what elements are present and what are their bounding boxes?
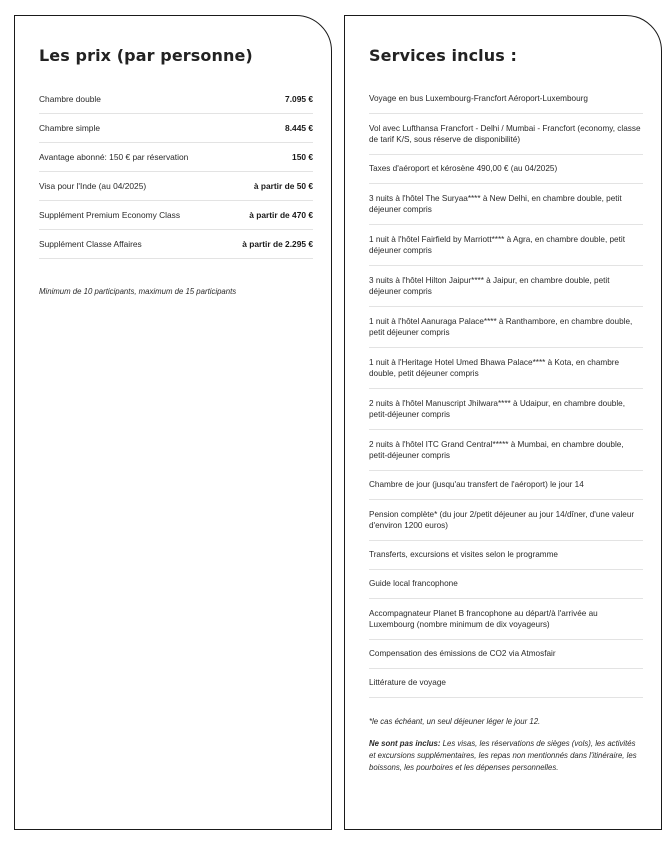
price-value: 150 € xyxy=(292,152,313,162)
price-row xyxy=(39,230,313,259)
price-label: Avantage abonné: 150 € par réservation xyxy=(39,152,189,162)
service-item: Accompagnateur Planet B francophone au départ/à l'arrivée au Luxembourg (nombre minimum de dix voyageurs) xyxy=(369,599,643,640)
services-card xyxy=(344,15,662,830)
services-title: Services inclus : xyxy=(369,46,518,65)
service-item: 1 nuit à l'Heritage Hotel Umed Bhawa Palace**** à Kota, en chambre double, petit déjeuner compris xyxy=(369,348,643,389)
price-row xyxy=(39,201,313,230)
service-item: 1 nuit à l'hôtel Aanuraga Palace**** à Ranthambore, en chambre double, petit déjeuner compris xyxy=(369,307,643,348)
price-value: à partir de 2.295 € xyxy=(242,239,313,249)
exclusions-text: Les visas, les réservations de sièges (vols), les activités et excursions supplémentaires, les repas non mentionnés dans l'itinéraire, les boissons, les pourboires et les dépenses personnelles. xyxy=(369,739,637,772)
price-value: à partir de 470 € xyxy=(249,210,313,220)
price-label: Supplément Premium Economy Class xyxy=(39,210,181,220)
service-item: Voyage en bus Luxembourg-Francfort Aéroport-Luxembourg xyxy=(369,85,643,114)
exclusions-note xyxy=(369,738,643,774)
service-item: Transferts, excursions et visites selon le programme xyxy=(369,541,643,570)
service-item: 2 nuits à l'hôtel ITC Grand Central***** à Mumbai, en chambre double, petit-déjeuner compris xyxy=(369,430,643,471)
prices-card xyxy=(14,15,332,830)
exclusions-label: Ne sont pas inclus: xyxy=(369,739,441,748)
service-item: Guide local francophone xyxy=(369,570,643,599)
price-row xyxy=(39,85,313,114)
service-item: Vol avec Lufthansa Francfort - Delhi / Mumbai - Francfort (economy, classe de tarif K/S, sous réserve de disponibilité) xyxy=(369,114,643,155)
service-item: Chambre de jour (jusqu'au transfert de l'aéroport) le jour 14 xyxy=(369,471,643,500)
service-item: Compensation des émissions de CO2 via Atmosfair xyxy=(369,640,643,669)
price-row xyxy=(39,114,313,143)
prices-title: Les prix (par personne) xyxy=(39,46,253,65)
service-item: Taxes d'aéroport et kérosène 490,00 € (au 04/2025) xyxy=(369,155,643,184)
price-value: 8.445 € xyxy=(285,123,313,133)
price-value: 7.095 € xyxy=(285,94,313,104)
meal-footnote: *le cas échéant, un seul déjeuner léger le jour 12. xyxy=(369,717,541,726)
price-label: Supplément Classe Affaires xyxy=(39,239,142,249)
services-list xyxy=(369,85,643,698)
price-value: à partir de 50 € xyxy=(253,181,313,191)
price-row xyxy=(39,143,313,172)
participants-note: Minimum de 10 participants, maximum de 15 participants xyxy=(39,287,237,296)
price-label: Visa pour l'Inde (au 04/2025) xyxy=(39,181,147,191)
service-item: 3 nuits à l'hôtel The Suryaa**** à New Delhi, en chambre double, petit déjeuner compris xyxy=(369,184,643,225)
price-row xyxy=(39,172,313,201)
service-item: 3 nuits à l'hôtel Hilton Jaipur**** à Jaipur, en chambre double, petit déjeuner compris xyxy=(369,266,643,307)
prices-table xyxy=(39,85,313,259)
service-item: 1 nuit à l'hôtel Fairfield by Marriott**** à Agra, en chambre double, petit déjeuner compris xyxy=(369,225,643,266)
price-label: Chambre simple xyxy=(39,123,100,133)
price-label: Chambre double xyxy=(39,94,101,104)
service-item: Littérature de voyage xyxy=(369,669,643,698)
service-item: 2 nuits à l'hôtel Manuscript Jhilwara**** à Udaipur, en chambre double, petit-déjeuner compris xyxy=(369,389,643,430)
service-item: Pension complète* (du jour 2/petit déjeuner au jour 14/dîner, d'une valeur d'environ 1200 euros) xyxy=(369,500,643,541)
